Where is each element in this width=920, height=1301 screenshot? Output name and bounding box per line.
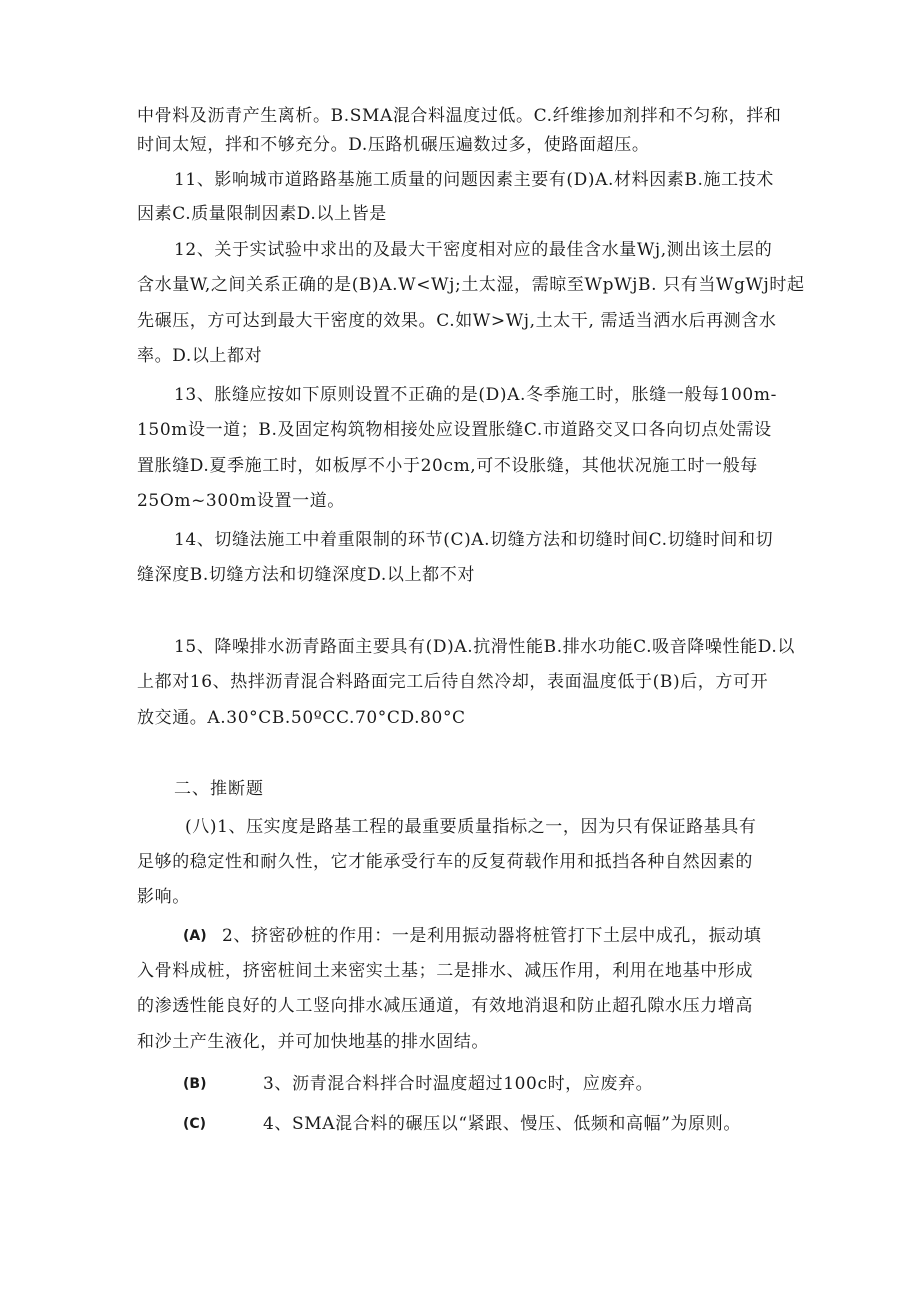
judge-2-line: 2、挤密砂桩的作用：一是利用振动器将桩管打下土层中成孔，振动填 <box>222 926 762 946</box>
question-16-line: 放交通。A.30°CB.50ºCC.70°CD.80°C <box>137 708 466 728</box>
judge-2-line: 入骨料成桩，挤密桩间土来密实土基；二是排水、减压作用，利用在地基中形成 <box>137 961 753 981</box>
question-12-line: 率。D.以上都对 <box>137 346 263 366</box>
question-13-line: 13、胀缝应按如下原则设置不正确的是(D)A.冬季施工时，胀缝一般每100m- <box>174 385 777 405</box>
question-14-line: 14、切缝法施工中着重限制的环节(C)A.切缝方法和切缝时间C.切缝时间和切 <box>174 530 774 550</box>
answer-marker: (A) <box>183 928 207 944</box>
question-13-line: 置胀缝D.夏季施工时，如板厚不小于20cm,可不设胀缝，其他状况施工时一般每 <box>137 456 758 476</box>
answer-marker: (B) <box>183 1076 207 1092</box>
question-11-line: 11、影响城市道路路基施工质量的问题因素主要有(D)A.材料因素B.施工技术 <box>174 170 774 190</box>
question-14-line: 缝深度B.切缝方法和切缝深度D.以上都不对 <box>137 565 475 585</box>
judge-2-line: 的渗透性能良好的人工竖向排水减压通道，有效地消退和防止超孔隙水压力增高 <box>137 996 753 1016</box>
answer-marker: (C) <box>183 1116 207 1132</box>
section-heading: 二、推断题 <box>174 779 264 799</box>
question-12-line: 12、关于实试验中求出的及最大干密度相对应的最佳含水量Wj,测出该土层的 <box>174 240 773 260</box>
judge-4-line: 4、SMA混合料的碾压以“紧跟、慢压、低频和高幅”为原则。 <box>263 1114 741 1134</box>
judge-1-line: (八)1、压实度是路基工程的最重要质量指标之一，因为只有保证路基具有 <box>185 817 757 837</box>
question-12-line: 先碾压，方可达到最大干密度的效果。C.如W>Wj,土太干, 需适当洒水后再测含水 <box>137 311 777 331</box>
question-15-16-line: 上都对16、热拌沥青混合料路面完工后待自然冷却，表面温度低于(B)后，方可开 <box>137 672 769 692</box>
question-12-line: 含水量W,之间关系正确的是(B)A.W<Wj;土太湿，需晾至WpWjB. 只有当WgWj时起 <box>137 275 805 295</box>
judge-2-line: 和沙土产生液化，并可加快地基的排水固结。 <box>137 1032 489 1052</box>
judge-1-line: 足够的稳定性和耐久性，它才能承受行车的反复荷载作用和抵挡各种自然因素的 <box>137 852 753 872</box>
judge-1-line: 影响。 <box>137 887 190 907</box>
question-13-line: 150m设一道；B.及固定构筑物相接处应设置胀缝C.市道路交叉口各向切点处需设 <box>137 420 772 440</box>
mc-text-line: 时间太短，拌和不够充分。D.压路机碾压遍数过多，使路面超压。 <box>137 135 650 155</box>
question-15-line: 15、降噪排水沥青路面主要具有(D)A.抗滑性能B.排水功能C.吸音降噪性能D.以 <box>174 637 795 657</box>
mc-text-line: 中骨料及沥青产生离析。B.SMA混合料温度过低。C.纤维掺加剂拌和不匀称，拌和 <box>137 106 782 126</box>
question-13-line: 25Om~300m设置一道。 <box>137 491 345 511</box>
question-11-line: 因素C.质量限制因素D.以上皆是 <box>137 204 387 224</box>
judge-3-line: 3、沥青混合料拌合时温度超过100c时，应废弃。 <box>263 1074 654 1094</box>
